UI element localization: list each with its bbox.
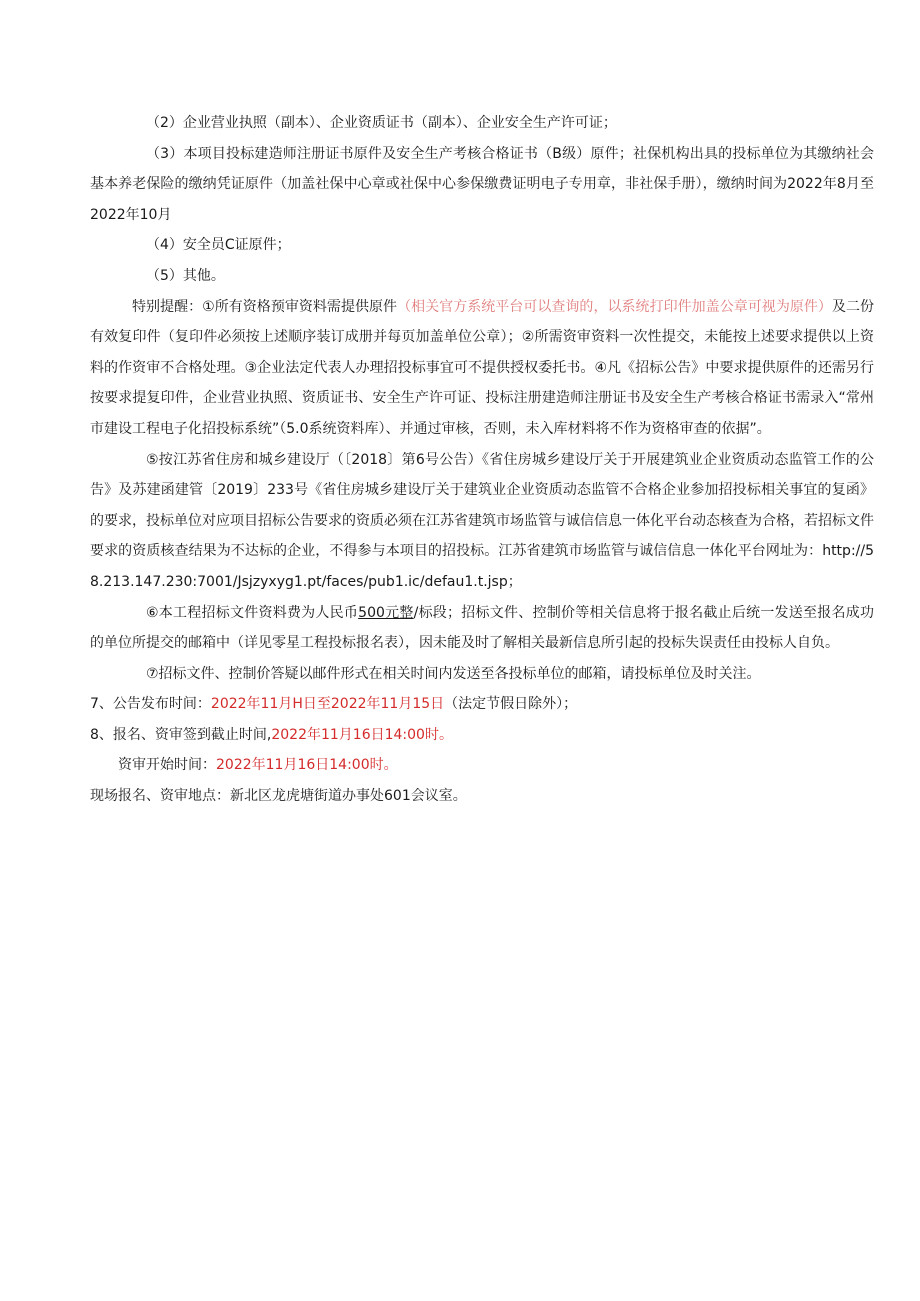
review-start-label: 资审开始时间： — [118, 757, 216, 774]
section-7-publish-time — [90, 689, 874, 720]
section-8-label: 8、报名、资审签到截止时间, — [90, 726, 272, 743]
section-8-deadline — [90, 720, 874, 751]
item-3: （3）本项目投标建造师注册证书原件及安全生产考核合格证书（B级）原件；社保机构出具的投标单位为其缴纳社会基本养老保险的缴纳凭证原件（加盖社保中心章或社保中心参保缴费证明电子专用章，非社保手册），缴纳时间为2022年8月至2022年10月 — [90, 145, 874, 223]
document-body — [90, 108, 874, 812]
section-7-suffix: （法定节假日除外）； — [444, 696, 578, 713]
reminder-rest: 及二份有效复印件（复印件必须按上述顺序装订成册并每页加盖单位公章）；②所需资审资料一次性提交，未能按上述要求提供以上资料的作资审不合格处理。③企业法定代表人办理招投标事宜可不提供授权委托书。④凡《招标公告》中要求提供原件的还需另行按要求提复印件，企业营业执照、资质证书、安全生产许可证、投标注册建造师注册证书及安全生产考核合格证书需录入“常州市建设工程电子化招投标系统”（5.0系统资料库）、并通过审核，否则，未入库材料将不作为资格审查的依据”。 — [90, 298, 874, 437]
note-6 — [90, 598, 874, 659]
note-6-rest: /标段；招标文件、控制价等相关信息将于报名截止后统一发送至报名成功的单位所提交的邮箱中（详见零星工程投标报名表），因未能及时了解相关最新信息所引起的投标失误责任由投标人自负。 — [90, 604, 874, 652]
item-2: （2）企业营业执照（副本）、企业资质证书（副本）、企业安全生产许可证； — [146, 115, 617, 131]
special-reminder — [90, 292, 874, 445]
note-6-lead: ⑥本工程招标文件资料费为人民币 — [146, 604, 359, 621]
section-7-label: 7、公告发布时间： — [90, 696, 211, 713]
review-start-time — [90, 750, 874, 781]
fee-amount: 500元整 — [358, 604, 414, 621]
section-7-date: 2022年11月H日至2022年11月15日 — [210, 696, 445, 713]
reminder-lead: 特别提醒：①所有资格预审资料需提供原件 — [132, 298, 398, 315]
section-8-date: 2022年11月16日14:00时。 — [271, 726, 453, 743]
item-5: （5）其他。 — [146, 267, 225, 284]
note-7: ⑦招标文件、控制价答疑以邮件形式在相关时间内发送至各投标单位的邮箱，请投标单位及时关注。 — [146, 665, 761, 682]
reminder-highlight: （相关官方系统平台可以查询的，以系统打印件加盖公章可视为原件） — [397, 298, 832, 315]
review-start-date: 2022年11月16日14:00时。 — [216, 757, 398, 774]
item-4: （4）安全员C证原件； — [146, 237, 291, 254]
venue: 现场报名、资审地点：新北区龙虎塘街道办事处601会议室。 — [90, 788, 467, 805]
note-5: ⑤按江苏省住房和城乡建设厅（〔2018〕第6号公告）《省住房城乡建设厅关于开展建筑业企业资质动态监管工作的公告》及苏建函建管〔2019〕233号《省住房城乡建设厅关于建筑业企业资质动态监管不合格企业参加招投标相关事宜的复函》的要求，投标单位对应项目招标公告要求的资质必须在江苏省建筑市场监管与诚信信息一体化平台动态核查为合格，若招标文件要求的资质核查结果为不达标的企业，不得参与本项目的招投标。江苏省建筑市场监管与诚信信息一体化平台网址为：http://58.213.147.230:7001/Jsjzyxyg1.pt/faces/pub1.ic/defau1.t.jsp； — [90, 451, 874, 590]
